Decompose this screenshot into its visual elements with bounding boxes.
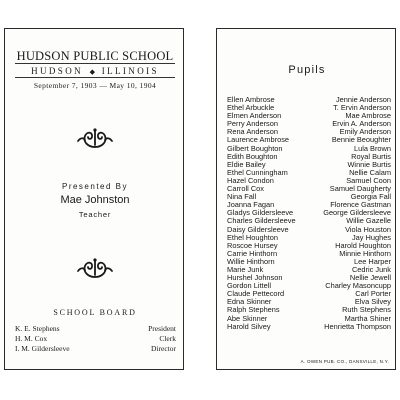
board-member-role: Director bbox=[151, 344, 176, 353]
board-member-role: Clerk bbox=[159, 334, 176, 343]
scroll-ornament-icon bbox=[75, 125, 115, 151]
pupil-name: Elmen Anderson bbox=[227, 111, 282, 121]
pupil-name: Samuel Daugherty bbox=[329, 184, 391, 194]
title-rule-top bbox=[15, 63, 175, 64]
pupil-name: Nellie Calam bbox=[349, 167, 391, 177]
school-location bbox=[5, 66, 185, 76]
pupil-name: Lula Brown bbox=[354, 143, 391, 153]
pupil-name: Willie Gazelle bbox=[346, 216, 391, 226]
pupil-list-right bbox=[307, 96, 391, 331]
pupil-name: Edith Boughton bbox=[227, 151, 278, 161]
pupil-name: Mae Ambrose bbox=[345, 111, 391, 121]
pupils-heading: Pupils bbox=[288, 64, 326, 76]
pupil-name: Nina Fall bbox=[227, 192, 257, 202]
pupil-name: Daisy Gildersleeve bbox=[227, 224, 289, 234]
pupil-name: Claude Pettecord bbox=[227, 289, 285, 299]
school-term-dates: September 7, 1903 — May 10, 1904 bbox=[33, 81, 157, 90]
pupil-name: T. Ervin Anderson bbox=[333, 103, 391, 113]
pupil-name: Charley Masoncupp bbox=[325, 281, 391, 291]
school-board-list bbox=[15, 324, 176, 354]
pupil-name: Royal Burtis bbox=[351, 151, 391, 161]
pupil-name: Hurshel Johnson bbox=[227, 273, 283, 283]
pupil-name: Ellen Ambrose bbox=[227, 95, 275, 104]
pupil-name: Ervin A. Anderson bbox=[332, 119, 391, 129]
pupil-name: Minnie Hinthorn bbox=[339, 248, 391, 258]
board-member bbox=[15, 344, 176, 354]
pupil-name: Edna Skinner bbox=[227, 297, 272, 307]
pupil-name: Charles Gildersleeve bbox=[227, 216, 296, 226]
pupil-name: Bennie Beoughter bbox=[331, 135, 391, 145]
pupil-name: Emily Anderson bbox=[339, 127, 391, 137]
state-name: ILLINOIS bbox=[101, 66, 159, 76]
pupil-name: Willie Hinthorn bbox=[227, 256, 275, 266]
left-page bbox=[4, 28, 184, 370]
board-member-name: K. E. Stephens bbox=[15, 324, 60, 333]
board-member-role: President bbox=[148, 324, 176, 333]
pupil-name: Winnie Burtis bbox=[347, 159, 391, 169]
pupil-name: Georgia Fall bbox=[350, 192, 391, 202]
pupil-name: Martha Shiner bbox=[344, 313, 391, 323]
board-member bbox=[15, 334, 176, 344]
pupil-name: Cedric Junk bbox=[351, 264, 391, 274]
board-member-name: H. M. Cox bbox=[15, 334, 48, 343]
pupil-name: Gilbert Boughton bbox=[227, 143, 283, 153]
diamond-separator-icon: ◆ bbox=[89, 68, 96, 76]
pupil-name: Florence Gastman bbox=[330, 200, 391, 210]
pupil-name: Viola Houston bbox=[345, 224, 391, 234]
pupil-name: Ralph Stephens bbox=[227, 305, 280, 315]
printer-credit: A. OWEN PUB. CO., DANSVILLE, N.Y. bbox=[300, 359, 389, 364]
pupil-name: Carroll Cox bbox=[227, 184, 264, 194]
pupil-name: Eldie Bailey bbox=[227, 159, 266, 169]
school-board-heading: SCHOOL BOARD bbox=[53, 308, 137, 317]
presented-by-label: Presented By bbox=[61, 182, 129, 191]
pupil-name: Harold Silvey bbox=[227, 321, 271, 331]
board-member-name: I. M. Gildersleeve bbox=[15, 344, 70, 353]
pupil-name: Perry Anderson bbox=[227, 119, 278, 129]
pupil-name: Laurence Ambrose bbox=[227, 135, 290, 145]
pupil-name: Abe Skinner bbox=[227, 313, 268, 323]
pupil-name: Ethel Cunningham bbox=[227, 167, 288, 177]
pupil-name: Joanna Fagan bbox=[227, 200, 275, 210]
right-page bbox=[216, 28, 396, 370]
town-name: HUDSON bbox=[31, 66, 83, 76]
pupil-name: Jay Hughes bbox=[351, 232, 391, 242]
pupil-name: Ethel Arbuckle bbox=[227, 103, 275, 113]
pupil-name: Nellie Jewell bbox=[349, 273, 391, 283]
pupil-name: George Gildersleeve bbox=[323, 208, 391, 218]
pupil-name: Rena Anderson bbox=[227, 127, 278, 137]
school-title: HUDSON PUBLIC SCHOOL bbox=[16, 49, 174, 63]
pupil-name: Jennie Anderson bbox=[335, 95, 391, 104]
pupil-name: Hazel Condon bbox=[227, 175, 274, 185]
pupil-name: Elva Silvey bbox=[354, 297, 391, 307]
pupil-name: Lee Harper bbox=[354, 256, 391, 266]
pupil-name: Ethel Houghton bbox=[227, 232, 278, 242]
pupil-name: Henrietta Thompson bbox=[324, 321, 391, 331]
presenter-role: Teacher bbox=[78, 210, 112, 219]
pupil-name: Samuel Coon bbox=[346, 175, 391, 185]
pupil-name: Carrie Hinthorn bbox=[227, 248, 278, 258]
pupil-name: Marie Junk bbox=[227, 264, 264, 274]
pupil-name: Gordon Littell bbox=[227, 281, 271, 291]
pupil-name: Gladys Gildersleeve bbox=[227, 208, 294, 218]
pupil-name: Carl Porter bbox=[355, 289, 391, 299]
pupil-list-left bbox=[227, 96, 311, 331]
pupil-name: Ruth Stephens bbox=[342, 305, 391, 315]
pupil-name: Roscoe Hursey bbox=[227, 240, 278, 250]
board-member bbox=[15, 324, 176, 334]
pupil-name: Harold Houghton bbox=[335, 240, 391, 250]
scroll-ornament-icon bbox=[75, 255, 115, 281]
presenter-name: Mae Johnston bbox=[60, 194, 130, 206]
title-rule-bottom bbox=[15, 77, 175, 78]
